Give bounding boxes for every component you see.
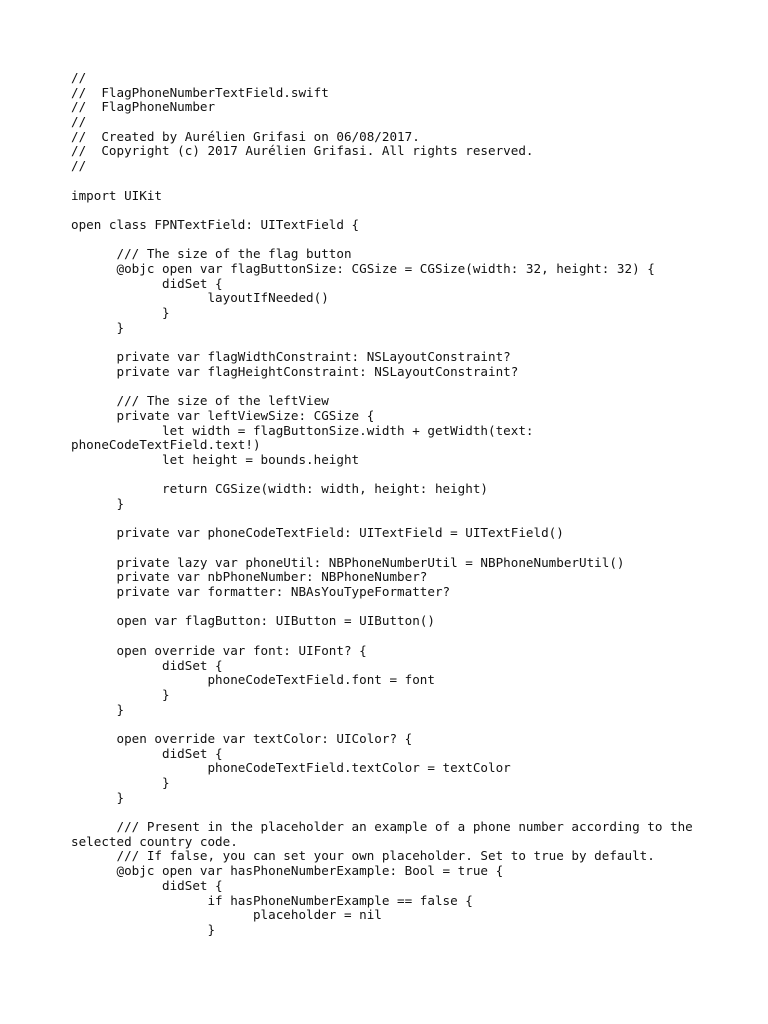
code-line: private var formatter: NBAsYouTypeFormatter? [71, 584, 451, 600]
code-line: // [71, 70, 87, 85]
code-line: didSet { [71, 657, 223, 673]
code-line: didSet { [71, 877, 223, 893]
code-line: private var leftViewSize: CGSize { [71, 407, 375, 423]
code-line [71, 203, 711, 218]
code-line: } [71, 789, 125, 805]
code-line: private var nbPhoneNumber: NBPhoneNumber? [71, 569, 428, 585]
code-line: } [71, 495, 125, 511]
code-line [71, 233, 711, 248]
code-line: private lazy var phoneUtil: NBPhoneNumberUtil = NBPhoneNumberUtil() [71, 554, 625, 570]
code-line: @objc open var flagButtonSize: CGSize = CGSize(width: 32, height: 32) { [71, 260, 655, 276]
code-line: return CGSize(width: width, height: height) [71, 481, 489, 497]
code-line: selected country code. [71, 833, 238, 849]
code-line: } [71, 686, 170, 702]
code-line [71, 379, 711, 394]
code-line: placeholder = nil [71, 907, 382, 923]
code-line [71, 629, 711, 644]
code-line [71, 468, 711, 483]
code-line [71, 717, 711, 732]
code-line [71, 805, 711, 820]
code-line: } [71, 305, 170, 320]
code-line: phoneCodeTextField.textColor = textColor [71, 760, 511, 776]
code-line: // [71, 158, 87, 174]
code-line: /// The size of the leftView [71, 393, 329, 409]
code-line: import UIKit [71, 187, 162, 203]
code-line [71, 335, 711, 350]
code-line: } [71, 921, 216, 937]
code-line [71, 174, 711, 189]
code-line: layoutIfNeeded() [71, 290, 329, 306]
code-line: } [71, 775, 170, 790]
code-line: open override var textColor: UIColor? { [71, 730, 413, 746]
code-line: /// Present in the placeholder an example of a phone number according to the [71, 819, 693, 835]
code-line: // [71, 114, 87, 130]
code-line: // FlagPhoneNumberTextField.swift [71, 84, 329, 100]
code-line: private var phoneCodeTextField: UITextField = UITextField() [71, 525, 564, 541]
code-line: } [71, 701, 125, 717]
code-line [71, 512, 711, 527]
code-line: // Created by Aurélien Grifasi on 06/08/2017. [71, 128, 420, 144]
code-line: didSet { [71, 745, 223, 761]
code-line: didSet { [71, 275, 223, 291]
code-line: /// If false, you can set your own placeholder. Set to true by default. [71, 848, 655, 864]
code-line: open override var font: UIFont? { [71, 642, 367, 658]
code-line [71, 600, 711, 615]
code-line: open var flagButton: UIButton = UIButton() [71, 613, 435, 629]
code-line: private var flagWidthConstraint: NSLayoutConstraint? [71, 349, 511, 365]
code-line: @objc open var hasPhoneNumberExample: Bool = true { [71, 863, 504, 879]
code-line: } [71, 319, 125, 335]
code-line: // Copyright (c) 2017 Aurélien Grifasi. All rights reserved. [71, 143, 534, 159]
code-line: phoneCodeTextField.font = font [71, 672, 435, 688]
code-line: // FlagPhoneNumber [71, 99, 216, 115]
code-line [71, 541, 711, 556]
code-line: let width = flagButtonSize.width + getWidth(text: [71, 422, 534, 438]
code-line: if hasPhoneNumberExample == false { [71, 892, 473, 908]
code-listing [71, 71, 711, 938]
code-line: let height = bounds.height [71, 451, 360, 467]
code-line: open class FPNTextField: UITextField { [71, 216, 360, 232]
code-line: /// The size of the flag button [71, 246, 352, 262]
code-line: phoneCodeTextField.text!) [71, 437, 261, 453]
code-line: private var flagHeightConstraint: NSLayoutConstraint? [71, 363, 519, 379]
